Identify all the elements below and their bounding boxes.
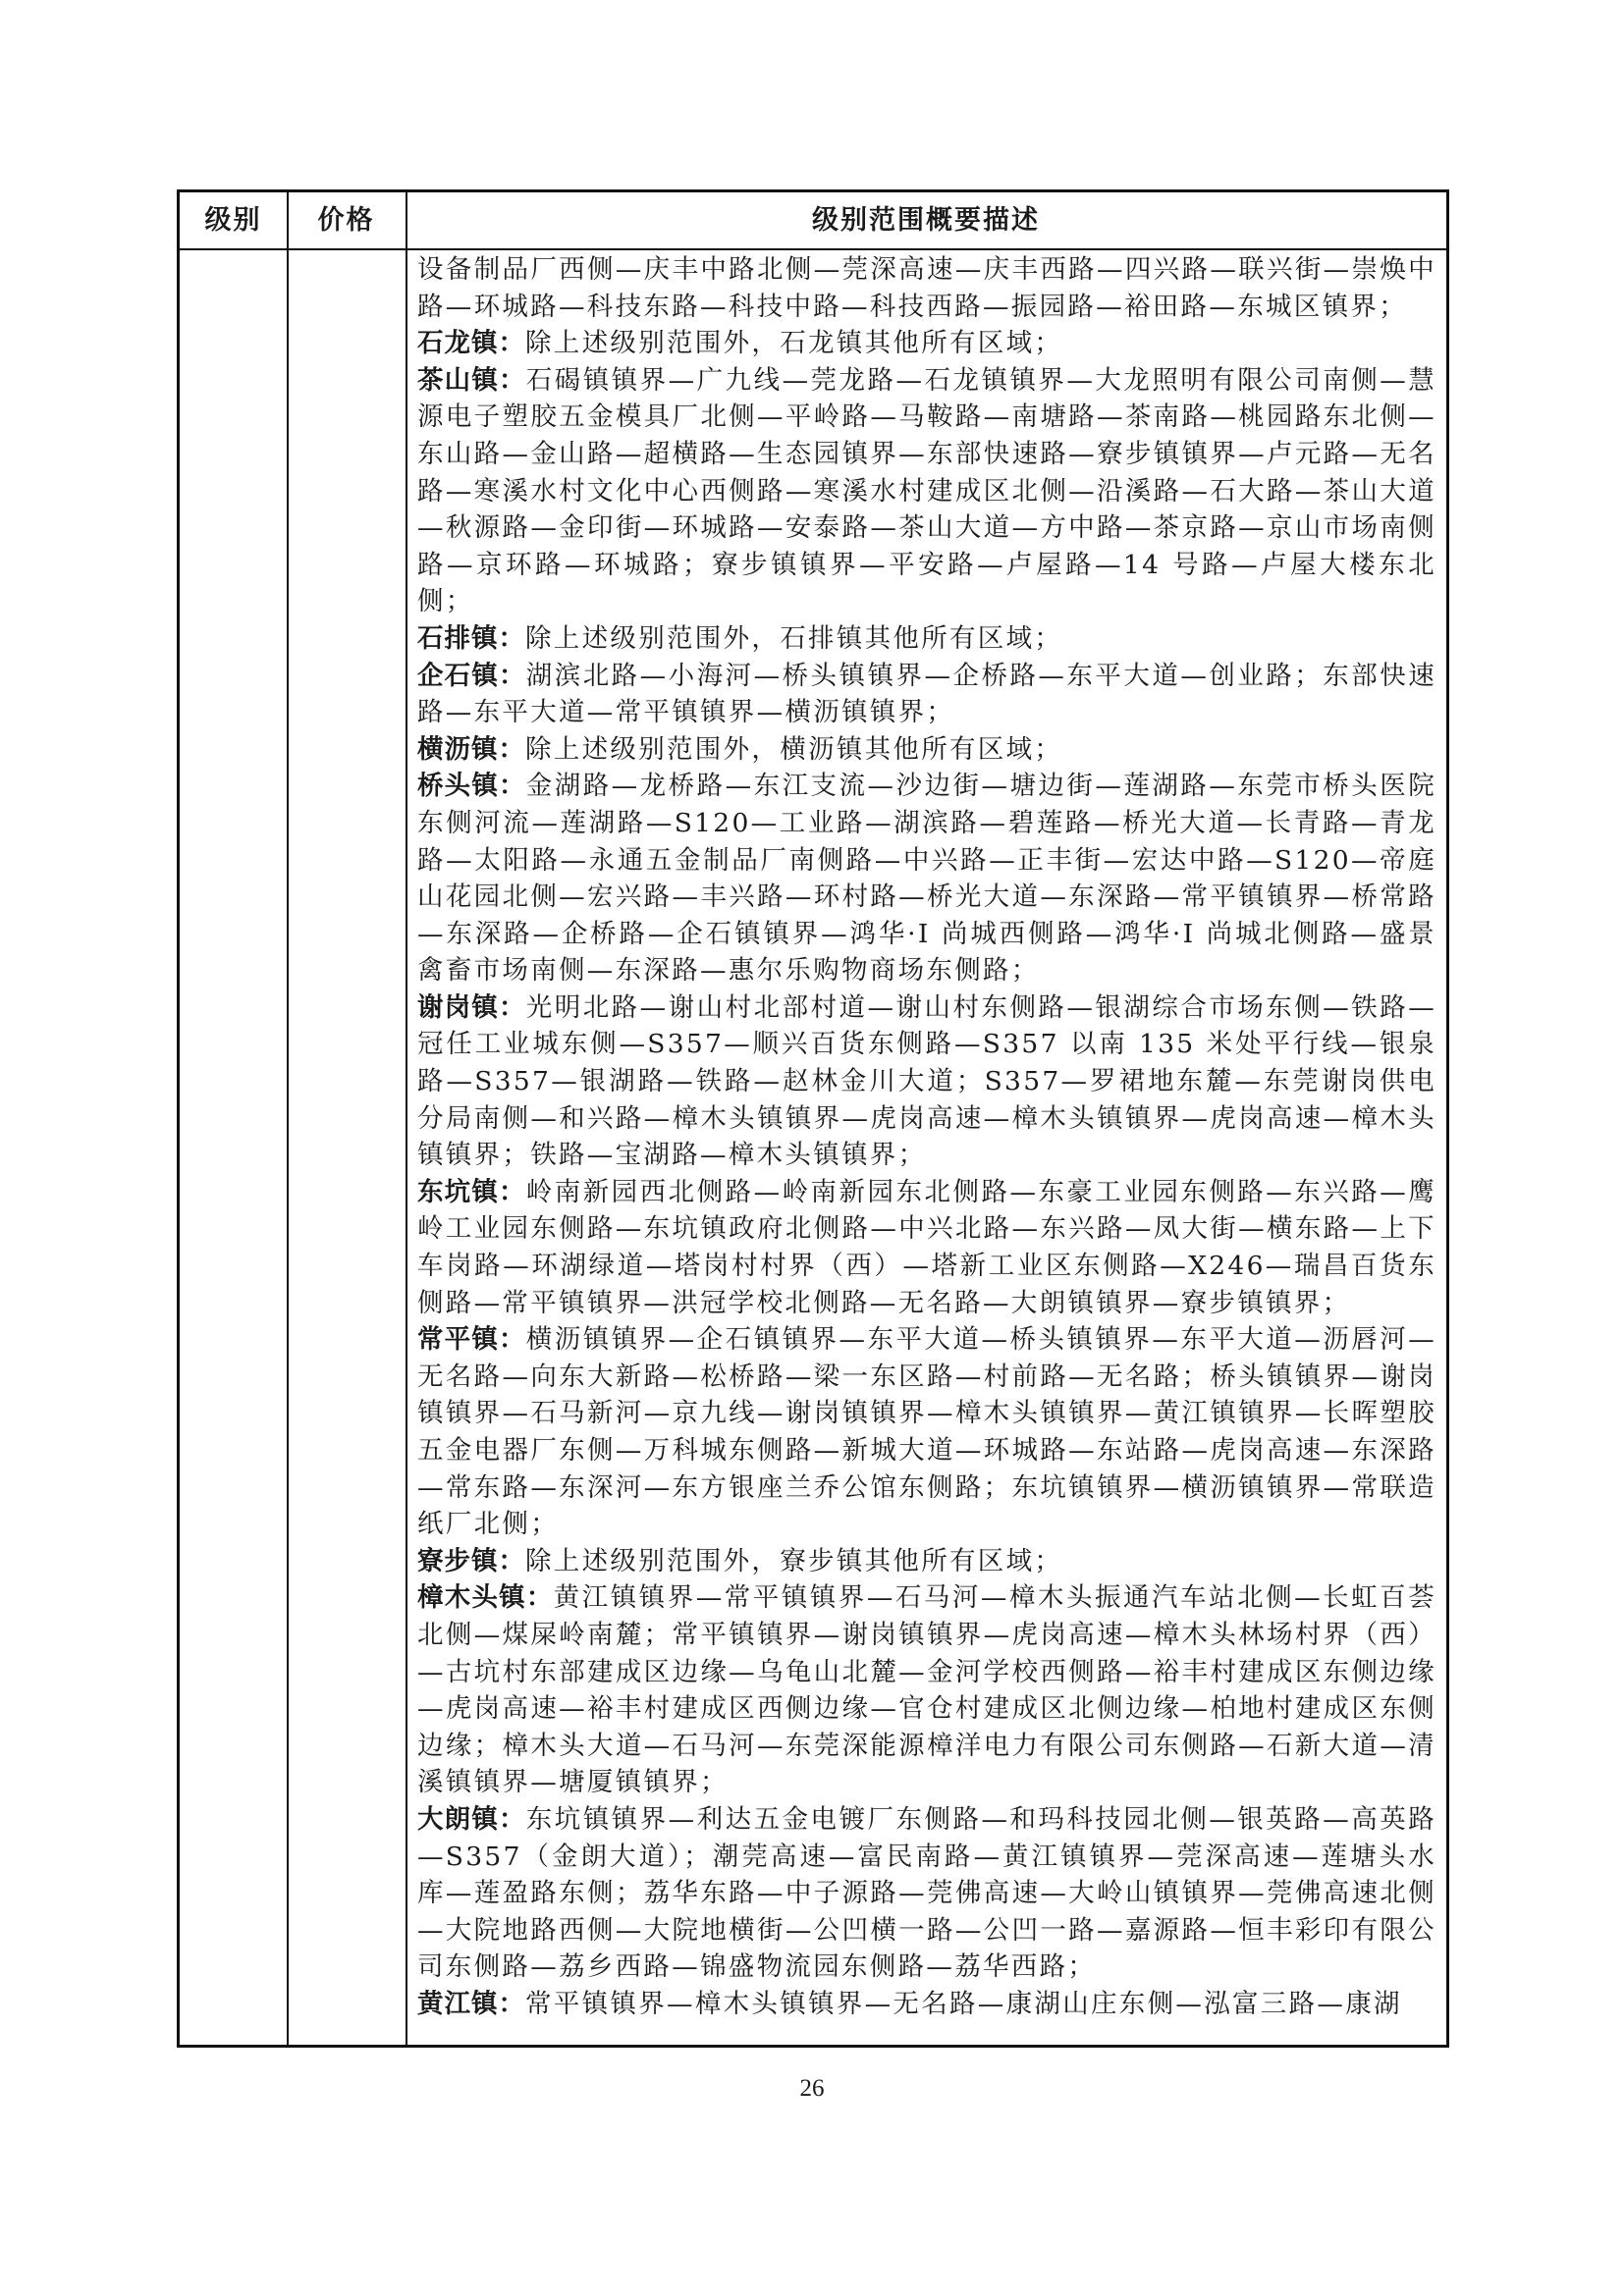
town-entry — [417, 768, 1436, 989]
column-divider-price — [406, 192, 407, 2045]
town-boundary-text: 岭南新园西北侧路—岭南新园东北侧路—东豪工业园东侧路—东兴路—鹰岭工业园东侧路—东坑镇政府北侧路—中兴北路—东兴路—凤大街—横东路—上下车岗路—环湖绿道—塔岗村村界（西）—塔新工业区东侧路—X246—瑞昌百货东侧路—常平镇镇界—洪冠学校北侧路—无名路—大朗镇镇界—寮步镇镇界； — [417, 1176, 1436, 1318]
town-boundary-text: 光明北路—谢山村北部村道—谢山村东侧路—银湖综合市场东侧—铁路—冠任工业城东侧—S357—顺兴百货东侧路—S357 以南 135 米处平行线—银泉路—S357—银湖路—铁路—赵林金川大道；S357—罗裙地东麓—东莞谢岗供电分局南侧—和兴路—樟木头镇镇界—虎岗高速—樟木头镇镇界—虎岗高速—樟木头镇镇界；铁路—宝湖路—樟木头镇镇界； — [417, 991, 1436, 1171]
town-boundary-text: 湖滨北路—小海河—桥头镇镇界—企桥路—东平大道—创业路；东部快速路—东平大道—常平镇镇界—横沥镇镇界； — [417, 660, 1436, 728]
town-entry — [417, 620, 1436, 658]
page-number: 26 — [799, 2075, 825, 2102]
town-name: 东坑镇： — [417, 1176, 526, 1207]
town-name: 樟木头镇： — [417, 1582, 554, 1614]
town-name: 桥头镇： — [417, 771, 526, 802]
town-entry — [417, 731, 1436, 769]
town-name: 横沥镇： — [417, 733, 525, 765]
town-entry — [417, 989, 1436, 1174]
header-divider — [180, 248, 1446, 250]
town-boundary-text: 除上述级别范围外，石龙镇其他所有区域； — [525, 328, 1063, 359]
town-name: 常平镇： — [417, 1324, 526, 1356]
town-boundary-text: 除上述级别范围外，横沥镇其他所有区域； — [525, 733, 1063, 765]
town-boundary-text: 金湖路—龙桥路—东江支流—沙边街—塘边街—莲湖路—东莞市桥头医院东侧河流—莲湖路—S120—工业路—湖滨路—碧莲路—桥光大道—长青路—青龙路—太阳路—永通五金制品厂南侧路—中兴路—正丰街—宏达中路—S120—帝庭山花园北侧—宏兴路—丰兴路—环村路—桥光大道—东深路—常平镇镇界—桥常路—东深路—企桥路—企石镇镇界—鸿华·I 尚城西侧路—鸿华·I 尚城北侧路—盛景禽畜市场南侧—东深路—惠尔乐购物商场东侧路； — [417, 771, 1436, 987]
town-name: 黄江镇： — [417, 1988, 525, 2019]
town-entry — [417, 1579, 1436, 1801]
header-price: 价格 — [317, 205, 375, 236]
town-entry — [417, 325, 1436, 362]
town-entry — [417, 1321, 1436, 1543]
town-name: 寮步镇： — [417, 1545, 525, 1576]
column-divider-level — [287, 192, 289, 2045]
town-name: 茶山镇： — [417, 364, 526, 396]
town-boundary-text: 除上述级别范围外，寮步镇其他所有区域； — [525, 1545, 1063, 1576]
land-price-level-table — [177, 189, 1449, 2048]
town-entry — [417, 362, 1436, 620]
town-entry — [417, 658, 1436, 731]
town-boundary-text: 除上述级别范围外，石排镇其他所有区域； — [525, 622, 1063, 654]
intro-paragraph: 设备制品厂西侧—庆丰中路北侧—莞深高速—庆丰西路—四兴路—联兴街—崇焕中路—环城路—科技东路—科技中路—科技西路—振园路—裕田路—东城区镇界； — [417, 254, 1436, 322]
town-boundary-text: 石碣镇镇界—广九线—莞龙路—石龙镇镇界—大龙照明有限公司南侧—慧源电子塑胶五金模具厂北侧—平岭路—马鞍路—南塘路—茶南路—桃园路东北侧—东山路—金山路—超横路—生态园镇界—东部快速路—寮步镇镇界—卢元路—无名路—寒溪水村文化中心西侧路—寒溪水村建成区北侧—沿溪路—石大路—茶山大道—秋源路—金印街—环城路—安泰路—茶山大道—方中路—茶京路—京山市场南侧路—京环路—环城路；寮步镇镇界—平安路—卢屋路—14 号路—卢屋大楼东北侧； — [417, 364, 1436, 617]
header-description: 级别范围概要描述 — [812, 205, 1040, 236]
town-name: 大朗镇： — [417, 1803, 526, 1835]
town-entry — [417, 1801, 1436, 1986]
town-name: 谢岗镇： — [417, 991, 526, 1023]
town-boundary-text: 常平镇镇界—樟木头镇镇界—无名路—康湖山庄东侧—泓富三路—康湖 — [525, 1988, 1402, 2019]
town-boundary-text: 横沥镇镇界—企石镇镇界—东平大道—桥头镇镇界—东平大道—沥唇河—无名路—向东大新路—松桥路—梁一东区路—村前路—无名路；桥头镇镇界—谢岗镇镇界—石马新河—京九线—谢岗镇镇界—樟木头镇镇界—黄江镇镇界—长晖塑胶五金电器厂东侧—万科城东侧路—新城大道—环城路—东站路—虎岗高速—东深路—常东路—东深河—东方银座兰乔公馆东侧路；东坑镇镇界—横沥镇镇界—常联造纸厂北侧； — [417, 1324, 1436, 1540]
town-name: 石排镇： — [417, 622, 525, 654]
town-name: 企石镇： — [417, 660, 526, 691]
description-cell — [417, 251, 1436, 2041]
town-entry — [417, 1986, 1436, 2023]
header-level: 级别 — [204, 205, 262, 236]
town-boundary-text: 黄江镇镇界—常平镇镇界—石马河—樟木头振通汽车站北侧—长虹百荟北侧—煤屎岭南麓；常平镇镇界—谢岗镇镇界—虎岗高速—樟木头林场村界（西）—古坑村东部建成区边缘—乌龟山北麓—金河学校西侧路—裕丰村建成区东侧边缘—虎岗高速—裕丰村建成区西侧边缘—官仓村建成区北侧边缘—柏地村建成区东侧边缘；樟木头大道—石马河—东莞深能源樟洋电力有限公司东侧路—石新大道—清溪镇镇界—塘厦镇镇界； — [417, 1582, 1436, 1798]
town-entry — [417, 1543, 1436, 1580]
town-entries — [417, 325, 1436, 2022]
town-name: 石龙镇： — [417, 328, 525, 359]
town-entry — [417, 1174, 1436, 1321]
town-boundary-text: 东坑镇镇界—利达五金电镀厂东侧路—和玛科技园北侧—银英路—高英路—S357（金朗大道）；潮莞高速—富民南路—黄江镇镇界—莞深高速—莲塘头水库—莲盈路东侧；荔华东路—中子源路—莞佛高速—大岭山镇镇界—莞佛高速北侧—大院地路西侧—大院地横街—公凹横一路—公凹一路—嘉源路—恒丰彩印有限公司东侧路—荔乡西路—锦盛物流园东侧路—荔华西路； — [417, 1803, 1436, 1983]
